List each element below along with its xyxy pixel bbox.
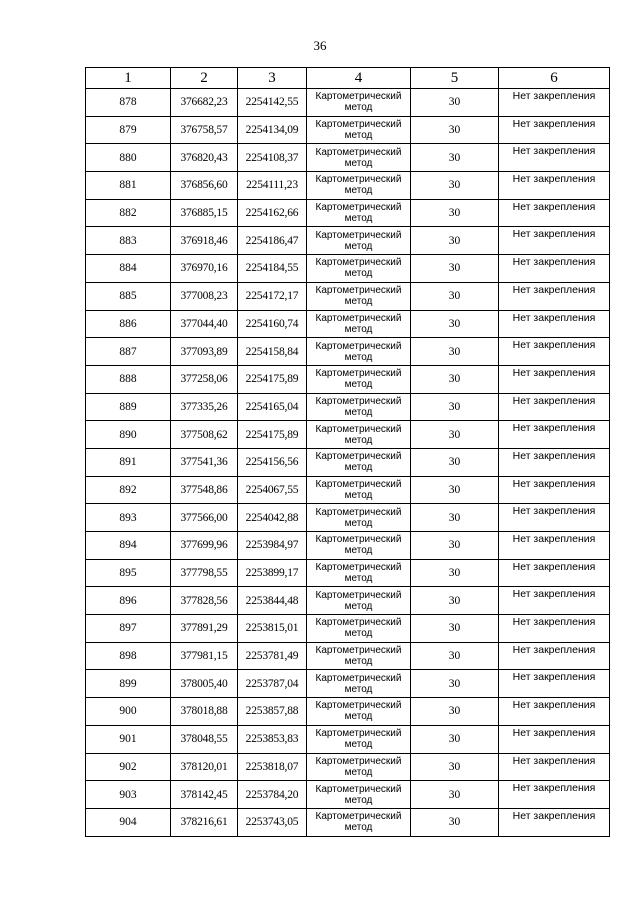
method-line-1: Картометрический [315, 146, 402, 158]
method-cell [307, 615, 411, 643]
x-coordinate-cell: 376820,43 [171, 144, 238, 172]
method-cell [307, 255, 411, 283]
method-line-1: Картометрический [315, 506, 402, 518]
method-cell [307, 559, 411, 587]
method-line-2: метод [344, 323, 373, 335]
y-coordinate-cell: 2253899,17 [238, 559, 307, 587]
method-cell [307, 670, 411, 698]
x-coordinate-cell: 376682,23 [171, 89, 238, 117]
method-cell [307, 504, 411, 532]
x-coordinate-cell: 378018,88 [171, 698, 238, 726]
method-line-2: метод [344, 462, 373, 474]
point-number-cell: 885 [86, 282, 171, 310]
method-line-2: метод [344, 794, 373, 806]
method-line-2: метод [344, 822, 373, 834]
y-coordinate-cell: 2254134,09 [238, 116, 307, 144]
column-header-4: 4 [307, 68, 411, 89]
table-row [86, 532, 610, 560]
point-number-cell: 887 [86, 338, 171, 366]
point-number-cell: 891 [86, 448, 171, 476]
point-number-cell: 899 [86, 670, 171, 698]
fixation-cell: Нет закрепления [499, 365, 610, 393]
point-number-cell: 881 [86, 172, 171, 200]
method-cell [307, 781, 411, 809]
table-row [86, 172, 610, 200]
point-number-cell: 884 [86, 255, 171, 283]
accuracy-cell: 30 [411, 227, 499, 255]
page-number: 36 [313, 38, 327, 53]
accuracy-cell: 30 [411, 255, 499, 283]
table-row [86, 338, 610, 366]
method-line-1: Картометрический [315, 229, 402, 241]
method-line-2: метод [344, 573, 373, 585]
y-coordinate-cell: 2254160,74 [238, 310, 307, 338]
method-line-2: метод [344, 517, 373, 529]
method-line-1: Картометрический [315, 645, 402, 657]
y-coordinate-cell: 2254142,55 [238, 89, 307, 117]
method-cell [307, 89, 411, 117]
y-coordinate-cell: 2253857,88 [238, 698, 307, 726]
method-cell [307, 476, 411, 504]
table-row [86, 559, 610, 587]
method-line-1: Картометрический [315, 202, 402, 214]
method-line-1: Картометрический [315, 783, 402, 795]
accuracy-cell: 30 [411, 532, 499, 560]
method-line-1: Картометрический [315, 368, 402, 380]
table-row [86, 642, 610, 670]
point-number-cell: 890 [86, 421, 171, 449]
point-number-cell: 896 [86, 587, 171, 615]
table-row [86, 670, 610, 698]
x-coordinate-cell: 378120,01 [171, 753, 238, 781]
y-coordinate-cell: 2254067,55 [238, 476, 307, 504]
x-coordinate-cell: 377541,36 [171, 448, 238, 476]
y-coordinate-cell: 2253784,20 [238, 781, 307, 809]
method-line-1: Картометрический [315, 755, 402, 767]
method-line-2: метод [344, 157, 373, 169]
fixation-cell: Нет закрепления [499, 781, 610, 809]
accuracy-cell: 30 [411, 310, 499, 338]
fixation-cell: Нет закрепления [499, 172, 610, 200]
x-coordinate-cell: 376856,60 [171, 172, 238, 200]
fixation-cell: Нет закрепления [499, 227, 610, 255]
fixation-cell: Нет закрепления [499, 532, 610, 560]
point-number-cell: 889 [86, 393, 171, 421]
method-line-1: Картометрический [315, 534, 402, 546]
y-coordinate-cell: 2253781,49 [238, 642, 307, 670]
accuracy-cell: 30 [411, 338, 499, 366]
method-line-1: Картометрический [315, 811, 402, 823]
x-coordinate-cell: 377891,29 [171, 615, 238, 643]
method-line-2: метод [344, 379, 373, 391]
method-line-2: метод [344, 213, 373, 225]
y-coordinate-cell: 2254108,37 [238, 144, 307, 172]
method-cell [307, 808, 411, 836]
y-coordinate-cell: 2254186,47 [238, 227, 307, 255]
method-line-1: Картометрический [315, 700, 402, 712]
y-coordinate-cell: 2253818,07 [238, 753, 307, 781]
x-coordinate-cell: 377828,56 [171, 587, 238, 615]
method-line-2: метод [344, 683, 373, 695]
method-line-1: Картометрический [315, 395, 402, 407]
coordinates-table [85, 67, 610, 837]
method-cell [307, 642, 411, 670]
accuracy-cell: 30 [411, 365, 499, 393]
y-coordinate-cell: 2253815,01 [238, 615, 307, 643]
y-coordinate-cell: 2254175,89 [238, 421, 307, 449]
method-line-2: метод [344, 545, 373, 557]
column-header-3: 3 [238, 68, 307, 89]
table-row [86, 808, 610, 836]
method-line-2: метод [344, 406, 373, 418]
table-header-row [86, 68, 610, 89]
x-coordinate-cell: 377093,89 [171, 338, 238, 366]
fixation-cell: Нет закрепления [499, 642, 610, 670]
table-row [86, 698, 610, 726]
table-row [86, 227, 610, 255]
method-line-1: Картометрический [315, 312, 402, 324]
method-line-1: Картометрический [315, 451, 402, 463]
x-coordinate-cell: 377981,15 [171, 642, 238, 670]
accuracy-cell: 30 [411, 504, 499, 532]
method-line-1: Картометрический [315, 478, 402, 490]
y-coordinate-cell: 2254184,55 [238, 255, 307, 283]
table-row [86, 365, 610, 393]
fixation-cell: Нет закрепления [499, 199, 610, 227]
table-row [86, 448, 610, 476]
method-line-1: Картометрический [315, 672, 402, 684]
y-coordinate-cell: 2253787,04 [238, 670, 307, 698]
point-number-cell: 895 [86, 559, 171, 587]
fixation-cell: Нет закрепления [499, 310, 610, 338]
method-line-1: Картометрический [315, 562, 402, 574]
method-cell [307, 725, 411, 753]
fixation-cell: Нет закрепления [499, 393, 610, 421]
x-coordinate-cell: 377699,96 [171, 532, 238, 560]
fixation-cell: Нет закрепления [499, 282, 610, 310]
method-line-1: Картометрический [315, 423, 402, 435]
accuracy-cell: 30 [411, 753, 499, 781]
x-coordinate-cell: 377258,06 [171, 365, 238, 393]
accuracy-cell: 30 [411, 448, 499, 476]
method-line-2: метод [344, 185, 373, 197]
table-row [86, 282, 610, 310]
table-row [86, 725, 610, 753]
accuracy-cell: 30 [411, 89, 499, 117]
accuracy-cell: 30 [411, 172, 499, 200]
method-cell [307, 365, 411, 393]
accuracy-cell: 30 [411, 393, 499, 421]
column-header-2: 2 [171, 68, 238, 89]
method-cell [307, 448, 411, 476]
method-line-1: Картометрический [315, 174, 402, 186]
point-number-cell: 894 [86, 532, 171, 560]
accuracy-cell: 30 [411, 144, 499, 172]
fixation-cell: Нет закрепления [499, 670, 610, 698]
table-row [86, 615, 610, 643]
table-row [86, 144, 610, 172]
table-row [86, 116, 610, 144]
table-row [86, 587, 610, 615]
method-cell [307, 144, 411, 172]
x-coordinate-cell: 377798,55 [171, 559, 238, 587]
accuracy-cell: 30 [411, 587, 499, 615]
y-coordinate-cell: 2254172,17 [238, 282, 307, 310]
fixation-cell: Нет закрепления [499, 144, 610, 172]
method-cell [307, 199, 411, 227]
accuracy-cell: 30 [411, 421, 499, 449]
method-line-1: Картометрический [315, 119, 402, 131]
accuracy-cell: 30 [411, 698, 499, 726]
fixation-cell: Нет закрепления [499, 89, 610, 117]
method-line-2: метод [344, 766, 373, 778]
table-row [86, 255, 610, 283]
y-coordinate-cell: 2253984,97 [238, 532, 307, 560]
table-row [86, 753, 610, 781]
x-coordinate-cell: 378216,61 [171, 808, 238, 836]
point-number-cell: 886 [86, 310, 171, 338]
table-row [86, 781, 610, 809]
method-line-1: Картометрический [315, 589, 402, 601]
method-line-2: метод [344, 296, 373, 308]
point-number-cell: 880 [86, 144, 171, 172]
method-line-2: метод [344, 656, 373, 668]
point-number-cell: 897 [86, 615, 171, 643]
accuracy-cell: 30 [411, 642, 499, 670]
table-row [86, 504, 610, 532]
point-number-cell: 900 [86, 698, 171, 726]
accuracy-cell: 30 [411, 559, 499, 587]
method-cell [307, 532, 411, 560]
method-cell [307, 587, 411, 615]
method-line-2: метод [344, 240, 373, 252]
method-line-2: метод [344, 711, 373, 723]
column-header-6: 6 [499, 68, 610, 89]
method-cell [307, 698, 411, 726]
fixation-cell: Нет закрепления [499, 725, 610, 753]
accuracy-cell: 30 [411, 199, 499, 227]
point-number-cell: 883 [86, 227, 171, 255]
method-line-1: Картометрический [315, 617, 402, 629]
method-cell [307, 753, 411, 781]
x-coordinate-cell: 377548,86 [171, 476, 238, 504]
accuracy-cell: 30 [411, 808, 499, 836]
fixation-cell: Нет закрепления [499, 504, 610, 532]
fixation-cell: Нет закрепления [499, 421, 610, 449]
table-row [86, 89, 610, 117]
x-coordinate-cell: 376885,15 [171, 199, 238, 227]
point-number-cell: 893 [86, 504, 171, 532]
point-number-cell: 904 [86, 808, 171, 836]
point-number-cell: 898 [86, 642, 171, 670]
fixation-cell: Нет закрепления [499, 255, 610, 283]
method-line-1: Картометрический [315, 728, 402, 740]
method-cell [307, 421, 411, 449]
point-number-cell: 892 [86, 476, 171, 504]
column-header-1: 1 [86, 68, 171, 89]
y-coordinate-cell: 2254165,04 [238, 393, 307, 421]
table-body [86, 89, 610, 837]
y-coordinate-cell: 2253844,48 [238, 587, 307, 615]
point-number-cell: 901 [86, 725, 171, 753]
x-coordinate-cell: 378142,45 [171, 781, 238, 809]
method-cell [307, 310, 411, 338]
accuracy-cell: 30 [411, 725, 499, 753]
method-line-1: Картометрический [315, 340, 402, 352]
accuracy-cell: 30 [411, 670, 499, 698]
point-number-cell: 888 [86, 365, 171, 393]
x-coordinate-cell: 377044,40 [171, 310, 238, 338]
y-coordinate-cell: 2253743,05 [238, 808, 307, 836]
y-coordinate-cell: 2254042,88 [238, 504, 307, 532]
accuracy-cell: 30 [411, 615, 499, 643]
table-row [86, 476, 610, 504]
table-row [86, 199, 610, 227]
method-line-2: метод [344, 351, 373, 363]
fixation-cell: Нет закрепления [499, 615, 610, 643]
method-cell [307, 338, 411, 366]
accuracy-cell: 30 [411, 781, 499, 809]
method-cell [307, 172, 411, 200]
method-line-2: метод [344, 434, 373, 446]
y-coordinate-cell: 2253853,83 [238, 725, 307, 753]
method-cell [307, 116, 411, 144]
table-row [86, 421, 610, 449]
x-coordinate-cell: 377335,26 [171, 393, 238, 421]
accuracy-cell: 30 [411, 282, 499, 310]
x-coordinate-cell: 377566,00 [171, 504, 238, 532]
method-line-2: метод [344, 628, 373, 640]
method-line-2: метод [344, 739, 373, 751]
method-cell [307, 393, 411, 421]
method-line-2: метод [344, 102, 373, 114]
point-number-cell: 902 [86, 753, 171, 781]
method-cell [307, 282, 411, 310]
x-coordinate-cell: 376758,57 [171, 116, 238, 144]
fixation-cell: Нет закрепления [499, 448, 610, 476]
column-header-5: 5 [411, 68, 499, 89]
x-coordinate-cell: 377008,23 [171, 282, 238, 310]
point-number-cell: 878 [86, 89, 171, 117]
x-coordinate-cell: 376918,46 [171, 227, 238, 255]
fixation-cell: Нет закрепления [499, 753, 610, 781]
method-line-1: Картометрический [315, 285, 402, 297]
y-coordinate-cell: 2254175,89 [238, 365, 307, 393]
accuracy-cell: 30 [411, 476, 499, 504]
fixation-cell: Нет закрепления [499, 476, 610, 504]
method-line-2: метод [344, 268, 373, 280]
table-row [86, 393, 610, 421]
fixation-cell: Нет закрепления [499, 116, 610, 144]
method-line-2: метод [344, 600, 373, 612]
accuracy-cell: 30 [411, 116, 499, 144]
y-coordinate-cell: 2254158,84 [238, 338, 307, 366]
method-line-2: метод [344, 130, 373, 142]
point-number-cell: 879 [86, 116, 171, 144]
x-coordinate-cell: 378005,40 [171, 670, 238, 698]
method-cell [307, 227, 411, 255]
fixation-cell: Нет закрепления [499, 587, 610, 615]
x-coordinate-cell: 377508,62 [171, 421, 238, 449]
x-coordinate-cell: 376970,16 [171, 255, 238, 283]
y-coordinate-cell: 2254111,23 [238, 172, 307, 200]
method-line-2: метод [344, 489, 373, 501]
fixation-cell: Нет закрепления [499, 559, 610, 587]
y-coordinate-cell: 2254156,56 [238, 448, 307, 476]
table-row [86, 310, 610, 338]
point-number-cell: 903 [86, 781, 171, 809]
y-coordinate-cell: 2254162,66 [238, 199, 307, 227]
fixation-cell: Нет закрепления [499, 698, 610, 726]
method-line-1: Картометрический [315, 91, 402, 103]
x-coordinate-cell: 378048,55 [171, 725, 238, 753]
fixation-cell: Нет закрепления [499, 338, 610, 366]
fixation-cell: Нет закрепления [499, 808, 610, 836]
point-number-cell: 882 [86, 199, 171, 227]
method-line-1: Картометрический [315, 257, 402, 269]
